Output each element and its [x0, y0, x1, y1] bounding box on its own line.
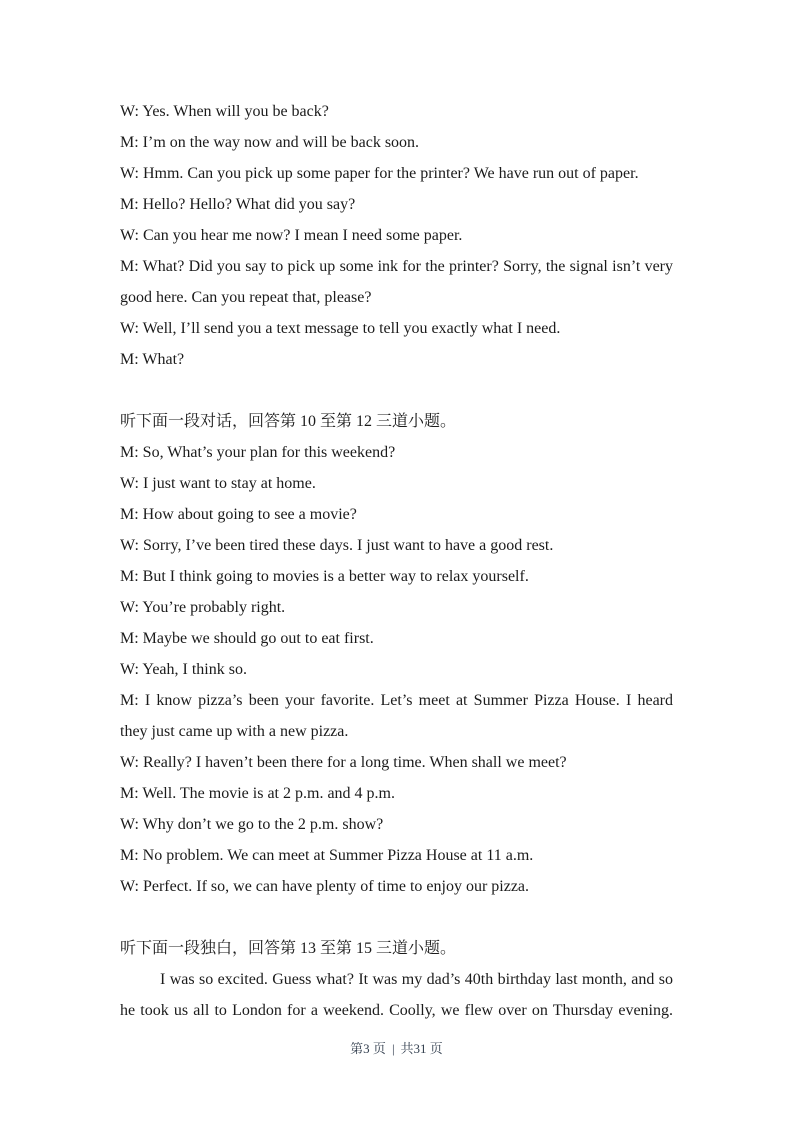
dialogue-line: M: How about going to see a movie? — [120, 506, 357, 523]
page-number: 第3 页 — [350, 1041, 386, 1056]
dialogue-line: W: Yes. When will you be back? — [120, 103, 329, 120]
blank-line — [120, 375, 673, 406]
transcript-content — [120, 96, 673, 1026]
page-footer — [0, 1040, 793, 1058]
dialogue-line: M: What? — [120, 351, 185, 368]
dialogue-line: W: Can you hear me now? I mean I need some paper. — [120, 227, 463, 244]
monologue-paragraph: I was so excited. Guess what? It was my dad’s 40th birthday last month, and so he took us all to London for a weekend. Coolly, we flew over on Thursday evening. — [120, 971, 673, 1019]
dialogue-line: W: Perfect. If so, we can have plenty of time to enjoy our pizza. — [120, 878, 530, 895]
section-instruction: 听下面一段对话，回答第 10 至第 12 三道小题。 — [120, 413, 457, 430]
dialogue-line: M: I know pizza’s been your favorite. Let’s meet at Summer Pizza House. I heard they just came up with a new pizza. — [120, 692, 673, 740]
blank-line — [120, 902, 673, 933]
dialogue-line: M: I’m on the way now and will be back soon. — [120, 134, 420, 151]
dialogue-line: M: What? Did you say to pick up some ink for the printer? Sorry, the signal isn’t very good here. Can you repeat that, please? — [120, 258, 673, 306]
dialogue-line: W: Well, I’ll send you a text message to tell you exactly what I need. — [120, 320, 561, 337]
dialogue-line: M: But I think going to movies is a better way to relax yourself. — [120, 568, 529, 585]
dialogue-line: W: Yeah, I think so. — [120, 661, 247, 678]
dialogue-line: W: You’re probably right. — [120, 599, 286, 616]
dialogue-line: W: Hmm. Can you pick up some paper for the printer? We have run out of paper. — [120, 165, 639, 182]
dialogue-line: W: Really? I haven’t been there for a long time. When shall we meet? — [120, 754, 567, 771]
dialogue-line: M: So, What’s your plan for this weekend? — [120, 444, 396, 461]
section-instruction: 听下面一段独白，回答第 13 至第 15 三道小题。 — [120, 940, 457, 957]
dialogue-line: M: No problem. We can meet at Summer Pizza House at 11 a.m. — [120, 847, 534, 864]
dialogue-line: W: Sorry, I’ve been tired these days. I just want to have a good rest. — [120, 537, 554, 554]
dialogue-line: M: Hello? Hello? What did you say? — [120, 196, 356, 213]
dialogue-line: W: Why don’t we go to the 2 p.m. show? — [120, 816, 384, 833]
dialogue-line: W: I just want to stay at home. — [120, 475, 316, 492]
footer-separator: | — [391, 1041, 395, 1056]
page-total: 共31 页 — [400, 1041, 443, 1056]
dialogue-line: M: Maybe we should go out to eat first. — [120, 630, 374, 647]
dialogue-line: M: Well. The movie is at 2 p.m. and 4 p.m. — [120, 785, 395, 802]
